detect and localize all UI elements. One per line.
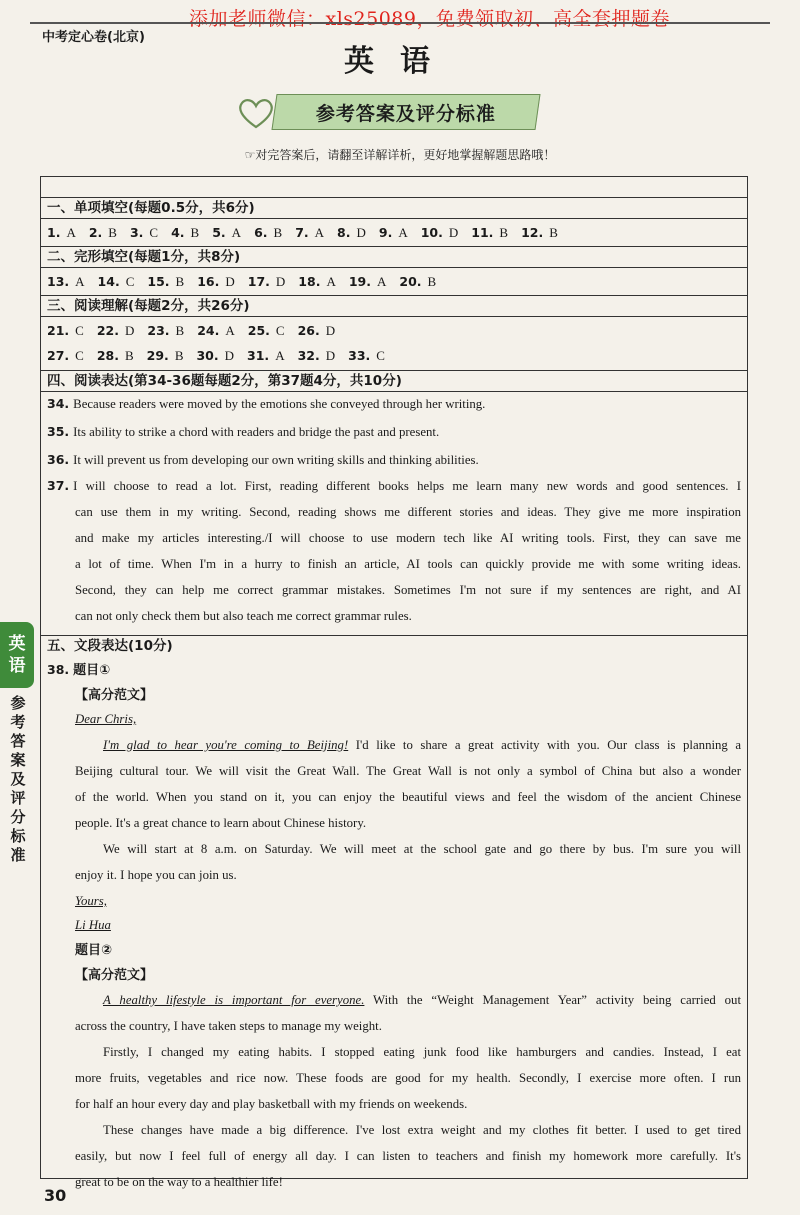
answer-item: [147, 274, 184, 290]
question-number: 31.: [247, 348, 270, 363]
question-number: 33.: [348, 348, 371, 363]
question-number: 4.: [171, 225, 185, 240]
answer-item: [254, 225, 282, 241]
subject-side-tab: [0, 622, 34, 688]
answer-letter: B: [108, 225, 117, 240]
answer-letter: D: [356, 225, 366, 240]
answer-item: [337, 225, 366, 241]
answer-item: [147, 348, 184, 364]
answer-item: [147, 323, 184, 339]
question-38-topic2: 题目②: [75, 943, 113, 958]
watermark-text: 添加老师微信：xls25089，免费领取初、高全套押题卷: [189, 8, 670, 30]
answer-item: [295, 225, 324, 241]
answer-item: [349, 274, 387, 290]
answer-letter: B: [174, 348, 184, 363]
question-number: 21.: [47, 323, 70, 338]
heart-icon: [236, 96, 276, 130]
answer-item: [196, 348, 234, 364]
question-number: 29.: [146, 348, 169, 363]
side-tab-char: 英: [8, 634, 26, 654]
question-number: 18.: [298, 274, 321, 289]
answer-item: [47, 348, 84, 364]
question-number: 12.: [521, 225, 544, 240]
question-number: 26.: [297, 323, 320, 338]
essay1-line: Beijing cultural tour. We will visit the Great Wall. The Great Wall is not only a symbol of China but also a wonder: [75, 764, 741, 778]
sample-label: 【高分范文】: [75, 688, 154, 703]
essay2-line: great to be on the way to a healthier life!: [75, 1175, 283, 1189]
section-4-title: 四、阅读表达(第34-36题每题2分，第37题4分，共10分): [41, 370, 747, 392]
answer-item: [421, 225, 459, 241]
answer-letter: B: [190, 225, 200, 240]
side-tab-char: 语: [8, 656, 26, 676]
answer-letter: B: [124, 348, 134, 363]
answer-box: [40, 176, 748, 1189]
essay1-closing: Yours,: [75, 894, 107, 908]
question-number: 9.: [378, 225, 393, 240]
answer-letter: B: [175, 274, 185, 289]
answer-item: [298, 348, 336, 364]
section-1-answers: [47, 222, 558, 244]
answer-item: [197, 274, 235, 290]
section-3-answers-row1: [47, 320, 335, 342]
essay2-line: These changes have made a big difference. I've lost extra weight and my clothes fit better. I used to get tired: [103, 1123, 741, 1137]
essay2-line: easily, but now I feel full of energy all day. I can listen to teachers and finish my homework more carefully. It's: [75, 1149, 741, 1163]
question-number: 5.: [212, 225, 226, 240]
page-number: 30: [44, 1186, 67, 1205]
answer-letter: D: [325, 348, 336, 363]
essay1-line: people. It's a great chance to learn about Chinese history.: [75, 816, 367, 830]
answer-35: 35. Its ability to strike a chord with readers and bridge the past and present.: [47, 424, 440, 439]
answer-letter: C: [75, 323, 84, 338]
essay1-line: of the world. When you stand on it, you can enjoy the beautiful views and feel the wisdom of the ancient Chinese: [75, 790, 741, 804]
question-number: 28.: [96, 348, 119, 363]
answer-34: 34. Because readers were moved by the emotions she conveyed through her writing.: [47, 396, 486, 411]
answer-letter: A: [66, 225, 76, 240]
answer-letter: B: [175, 323, 185, 338]
answer-item: [97, 348, 134, 364]
answer-letter: A: [275, 348, 285, 363]
question-number: 22.: [96, 323, 119, 338]
essay1-signature: Li Hua: [75, 918, 111, 932]
answer-37-line: Second, they can help me correct grammar mistakes. Sometimes I'm not sure if my sentences are right, and AI: [75, 583, 741, 597]
answer-item: [97, 323, 135, 339]
answer-letter: A: [398, 225, 408, 240]
answer-letter: D: [224, 348, 235, 363]
answer-37-line: can use them in my writing. Second, reading shows me different stories and ideas. They give me more inspiration: [75, 505, 741, 519]
answer-letter: A: [225, 323, 235, 338]
answer-letter: B: [427, 274, 437, 289]
question-number: 30.: [196, 348, 219, 363]
answer-37-line: a lot of time. When I'm in a hurry to finish an article, AI tools can quickly provide me with some writing ideas.: [75, 557, 741, 571]
question-number: 8.: [337, 225, 351, 240]
section-5-title: 五、文段表达(10分): [41, 635, 747, 657]
question-number: 16.: [197, 274, 220, 289]
tip-text: ☞对完答案后，请翻至详解详析，更好地掌握解题思路哦！: [244, 148, 556, 162]
essay1-line: I'm glad to hear you're coming to Beijing! I'd like to share a great activity with you. Our class is planning a: [103, 738, 742, 752]
section-2-answers: [47, 271, 436, 293]
answer-letter: C: [376, 348, 385, 363]
question-number: 23.: [147, 323, 170, 338]
question-number: 10.: [420, 225, 443, 240]
answer-letter: A: [75, 274, 85, 289]
answer-item: [248, 323, 285, 339]
answer-letter: A: [326, 274, 336, 289]
answer-item: [47, 225, 76, 241]
question-number: 11.: [471, 225, 494, 240]
essay2-line: Firstly, I changed my eating habits. I stopped eating junk food like hamburgers and candies. Instead, I eat: [103, 1045, 741, 1059]
question-number: 3.: [129, 225, 144, 240]
essay1-line: enjoy it. I hope you can join us.: [75, 868, 237, 882]
answer-item: [130, 225, 158, 241]
answer-item: [348, 348, 385, 364]
answer-item: [212, 225, 241, 241]
answer-item: [197, 323, 235, 339]
essay1-line: We will start at 8 a.m. on Saturday. We will meet at the school gate and go there by bus. I'm sure you will: [103, 842, 741, 856]
answer-item: [248, 274, 286, 290]
answer-36: 36. It will prevent us from developing our own writing skills and thinking abilities.: [47, 452, 479, 467]
section-3-title: 三、阅读理解(每题2分，共26分): [41, 295, 747, 317]
answer-item: [171, 225, 199, 241]
page-title: 英语: [344, 44, 456, 79]
answer-letter: C: [149, 225, 159, 240]
answer-letter: D: [124, 323, 135, 338]
answer-item: [379, 225, 408, 241]
answer-letter: A: [314, 225, 325, 240]
banner-title: 参考答案及评分标准: [315, 102, 496, 125]
answer-letter: D: [275, 274, 286, 289]
essay2-line: across the country, I have taken steps to manage my weight.: [75, 1019, 382, 1033]
answer-letter: C: [75, 348, 84, 363]
question-number: 14.: [97, 274, 120, 289]
question-number: 20.: [399, 274, 422, 289]
section-2-title: 二、完形填空(每题1分，共8分): [41, 246, 747, 268]
answer-item: [47, 274, 85, 290]
question-number: 6.: [254, 225, 268, 240]
answer-letter: C: [125, 274, 135, 289]
section-1-title: 一、单项填空(每题0.5分，共6分): [41, 197, 747, 219]
question-number: 7.: [295, 225, 309, 240]
answer-letter: D: [225, 274, 235, 289]
answer-item: [98, 274, 135, 290]
answer-letter: B: [273, 225, 283, 240]
header-rule: [30, 22, 770, 24]
question-number: 25.: [247, 323, 270, 338]
question-number: 32.: [297, 348, 320, 363]
answer-banner: [236, 92, 546, 138]
answer-item: [298, 274, 336, 290]
question-number: 2.: [88, 225, 103, 240]
answer-item: [399, 274, 436, 290]
answer-item: [298, 323, 336, 339]
answer-37-line: 37. I will choose to read a lot. First, reading different books helps me learn many new words and good sentences. I: [47, 478, 741, 493]
answer-item: [247, 348, 285, 364]
answer-letter: B: [499, 225, 509, 240]
answer-item: [521, 225, 558, 241]
essay2-line: A healthy lifestyle is important for everyone. With the “Weight Management Year” activity being carried out: [103, 993, 742, 1007]
answer-letter: B: [549, 225, 558, 240]
answer-item: [471, 225, 508, 241]
answer-item: [89, 225, 117, 241]
series-title: 中考定心卷(北京): [42, 30, 145, 45]
answer-letter: A: [377, 274, 387, 289]
answer-item: [47, 323, 84, 339]
answer-letter: D: [325, 323, 336, 338]
question-number: 17.: [247, 274, 270, 289]
sample-label: 【高分范文】: [75, 968, 154, 983]
question-38-topic1: 38. 题目①: [47, 662, 111, 678]
question-number: 1.: [47, 225, 61, 240]
answer-letter: D: [448, 225, 459, 240]
answer-37-line: can not only check them but also teach me correct grammar rules.: [75, 609, 412, 623]
answer-letter: A: [231, 225, 242, 240]
question-number: 19.: [348, 274, 371, 289]
question-number: 24.: [197, 323, 220, 338]
question-number: 15.: [147, 274, 170, 289]
essay2-line: for half an hour every day and play basketball with my friends on weekends.: [75, 1097, 468, 1111]
question-number: 27.: [47, 348, 70, 363]
essay1-greeting: Dear Chris,: [75, 712, 137, 726]
answer-letter: C: [275, 323, 285, 338]
question-number: 13.: [47, 274, 70, 289]
section-3-answers-row2: [47, 345, 385, 367]
essay2-line: more fruits, vegetables and rice now. These foods are good for my health. Secondly, I exercise more often. I run: [75, 1071, 741, 1085]
answer-37-line: and make my articles interesting./I will choose to use modern tech like AI writing tools. First, they can save me: [75, 531, 741, 545]
side-label: 参考答案及评分标准: [10, 694, 26, 864]
